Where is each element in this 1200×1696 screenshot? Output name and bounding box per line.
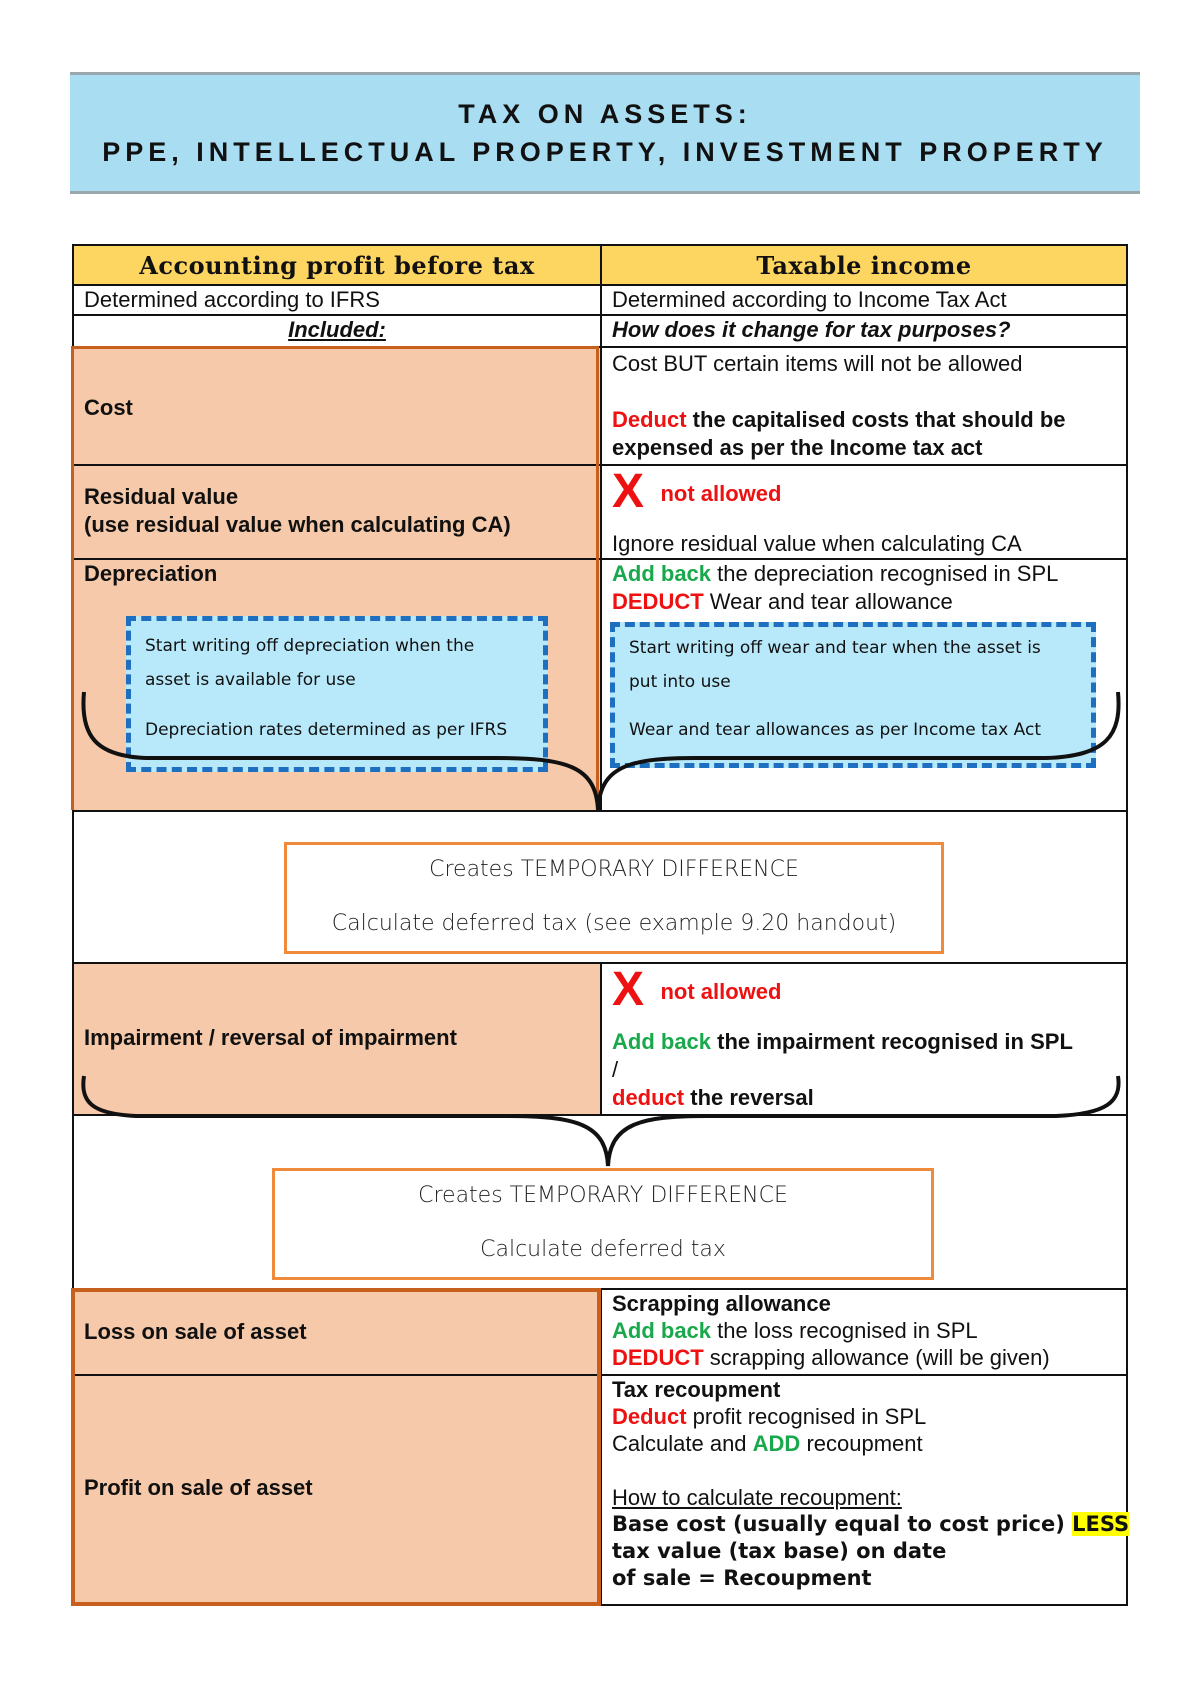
cost-label: Cost: [84, 395, 133, 420]
temporary-difference-box-1: [284, 842, 944, 954]
dep-deduct: DEDUCT: [612, 589, 704, 614]
profit-add: ADD: [752, 1431, 801, 1456]
dep-add-back: Add back: [612, 561, 712, 586]
loss-add-back: Add back: [612, 1318, 712, 1343]
loss-sale-label: Loss on sale of asset: [84, 1319, 307, 1344]
residual-label-2: (use residual value when calculating CA): [84, 512, 511, 537]
profit-calc-line: [612, 1430, 1129, 1457]
x-icon: X: [612, 963, 645, 1016]
temp2-line-2: Calculate deferred tax: [480, 1237, 726, 1262]
residual-label: [84, 483, 511, 539]
loss-add-back-line: [612, 1317, 1050, 1344]
depreciation-label: Depreciation: [84, 561, 218, 586]
wt-box-line-2: put into use: [629, 672, 731, 692]
profit-sale-right: [612, 1376, 1129, 1592]
residual-not-allowed: not allowed: [660, 481, 782, 506]
base-line-1-text: Base cost (usually equal to cost price): [612, 1512, 1073, 1536]
profit-calc-post: recoupment: [800, 1431, 923, 1456]
cost-line-2-text: the capitalised costs that should be: [686, 407, 1066, 432]
base-line-3: of sale = Recoupment: [612, 1566, 872, 1590]
impairment-not-allowed: not allowed: [660, 979, 782, 1004]
dep-deduct-text: Wear and tear allowance: [703, 589, 953, 614]
temp1-line-2: Calculate deferred tax (see example 9.20 handout): [331, 911, 897, 936]
temporary-difference-box-2: [272, 1168, 934, 1280]
impairment-label: Impairment / reversal of impairment: [84, 1025, 457, 1050]
temp2-line-1: Creates TEMPORARY DIFFERENCE: [418, 1183, 788, 1208]
dep-box-line-1: Start writing off depreciation when the: [145, 636, 475, 656]
cost-line-1: Cost BUT certain items will not be allowed: [612, 351, 1023, 376]
determined-left: Determined according to IFRS: [84, 287, 380, 312]
included-label: Included:: [288, 317, 386, 342]
residual-label-1: Residual value: [84, 484, 239, 509]
curly-brace-2: [76, 1072, 1126, 1172]
dep-add-back-text: the depreciation recognised in SPL: [711, 561, 1059, 586]
depreciation-right: [612, 560, 1058, 616]
temp1-line-1: Creates TEMPORARY DIFFERENCE: [429, 857, 799, 882]
imp-add-back: Add back: [612, 1029, 712, 1054]
imp-deduct-text: the reversal: [684, 1085, 814, 1110]
title-line-1: TAX ON ASSETS:: [458, 99, 752, 129]
loss-add-back-text: the loss recognised in SPL: [711, 1318, 978, 1343]
cost-line-3: expensed as per the Income tax act: [612, 435, 983, 460]
x-icon: X: [612, 465, 645, 518]
cost-line-2: [612, 406, 1122, 434]
impairment-x-row: [612, 963, 782, 1016]
dep-deduct-line: [612, 588, 1058, 616]
imp-add-back-text: the impairment recognised in SPL: [711, 1029, 1073, 1054]
dep-box-line-2: asset is available for use: [145, 670, 356, 690]
recoupment-heading: Tax recoupment: [612, 1377, 781, 1402]
header-left: Accounting profit before tax: [74, 246, 600, 284]
less-highlight: LESS: [1072, 1512, 1130, 1536]
header-right: Taxable income: [602, 246, 1126, 284]
cost-right: [612, 350, 1122, 462]
scrapping-heading: Scrapping allowance: [612, 1291, 831, 1316]
wt-box-line-3: Wear and tear allowances as per Income tax Act: [629, 720, 1042, 740]
imp-deduct: deduct: [612, 1085, 685, 1110]
profit-deduct: Deduct: [612, 1404, 687, 1429]
profit-sale-label: Profit on sale of asset: [84, 1475, 313, 1500]
dep-add-back-line: [612, 560, 1058, 588]
loss-deduct: DEDUCT: [612, 1345, 704, 1370]
profit-deduct-text: profit recognised in SPL: [686, 1404, 927, 1429]
title-line-2: PPE, INTELLECTUAL PROPERTY, INVESTMENT PROPERTY: [102, 137, 1108, 167]
curly-brace-1: [76, 686, 1126, 816]
profit-calc-pre: Calculate and: [612, 1431, 753, 1456]
determined-right: Determined according to Income Tax Act: [612, 287, 1007, 312]
title-banner: [70, 72, 1140, 194]
included-left: [74, 316, 600, 344]
wt-box-line-1: Start writing off wear and tear when the asset is: [629, 638, 1041, 658]
residual-right: [612, 465, 782, 518]
base-line-1: [612, 1511, 1129, 1538]
how-to-calc: [612, 1484, 1129, 1511]
loss-deduct-line: [612, 1344, 1050, 1371]
included-right: How does it change for tax purposes?: [612, 317, 1011, 342]
loss-deduct-text: scrapping allowance (will be given): [703, 1345, 1050, 1370]
imp-add-back-line: [612, 1028, 1073, 1056]
cost-deduct: Deduct: [612, 407, 687, 432]
profit-deduct-line: [612, 1403, 1129, 1430]
residual-ignore: Ignore residual value when calculating CA: [612, 531, 1022, 556]
loss-sale-right: [612, 1290, 1050, 1371]
dep-box-line-3: Depreciation rates determined as per IFRS: [145, 720, 508, 740]
base-line-2: tax value (tax base) on date: [612, 1539, 947, 1563]
how-to-calc-text: How to calculate recoupment:: [612, 1485, 902, 1510]
imp-slash: /: [612, 1057, 619, 1082]
